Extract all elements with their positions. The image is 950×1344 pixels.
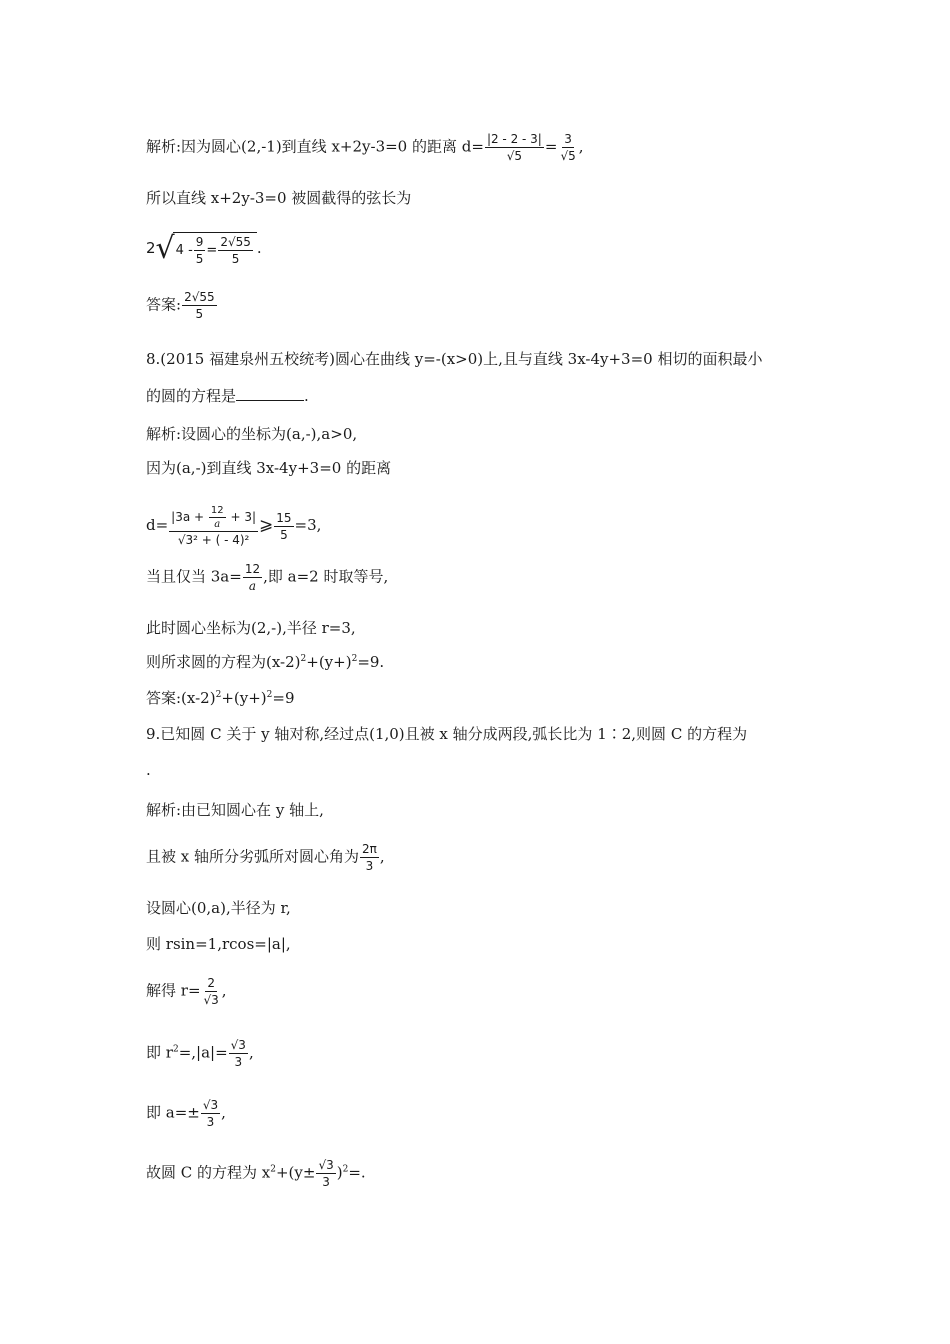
fraction <box>360 842 379 873</box>
text: 设圆心(0,a),半径为 r, <box>146 899 291 917</box>
solution-8-distance <box>146 505 321 547</box>
text: , <box>221 981 227 1000</box>
text: 即 r <box>146 1043 173 1062</box>
denominator <box>212 518 222 530</box>
text: 2 <box>146 239 156 257</box>
superscript: 2 <box>215 690 222 700</box>
text: =9. <box>357 653 385 671</box>
numerator: √3 <box>318 1158 334 1172</box>
superscript: 2 <box>342 1164 349 1175</box>
radical <box>156 232 257 266</box>
numerator: √3 <box>230 1038 246 1052</box>
solution-9-line-1 <box>146 800 324 820</box>
fraction <box>243 562 262 593</box>
text: , <box>248 1043 254 1062</box>
numerator: 15 <box>276 510 292 525</box>
solution-8-equation <box>146 652 384 672</box>
text: 4 - <box>175 242 193 258</box>
text: + 3| <box>230 510 257 524</box>
text: 解析:因为圆心(2,-1)到直线 x+2y-3=0 的距离 d= <box>146 137 484 156</box>
fraction <box>182 290 217 321</box>
numerator: 3 <box>564 132 572 146</box>
solution-8-center <box>146 618 356 638</box>
text: ⩾ <box>259 515 274 535</box>
variable: a <box>248 579 257 593</box>
text: 8.(2015 福建泉州五校统考)圆心在曲线 y=-(x>0)上,且与直线 3x-4y+3=0 相切的面积最小 <box>146 350 763 368</box>
numerator: 2π <box>362 842 377 856</box>
numerator: 2√55 <box>220 235 251 249</box>
fraction <box>202 976 221 1007</box>
denominator: 3 <box>234 1055 243 1069</box>
text: +(y± <box>275 1163 316 1182</box>
numerator: |2 - 2 - 3| <box>486 132 542 146</box>
denominator: 5 <box>195 252 204 266</box>
text: . <box>304 387 309 405</box>
text: 即 a=± <box>146 1103 200 1122</box>
text: ,即 a=2 时取等号, <box>263 567 389 586</box>
text: +(y+) <box>221 689 267 707</box>
superscript: 2 <box>266 690 273 700</box>
fraction <box>194 235 206 266</box>
fraction <box>558 132 577 163</box>
superscript: 2 <box>300 654 307 664</box>
solution-9-relations <box>146 934 291 954</box>
text: 所以直线 x+2y-3=0 被圆截得的弦长为 <box>146 189 412 207</box>
text: 9.已知圆 C 关于 y 轴对称,经过点(1,0)且被 x 轴分成两段,弧长比为 1∶2,则圆 C 的方程为 <box>146 725 748 743</box>
text: 因为(a,-)到直线 3x-4y+3=0 的距离 <box>146 459 392 477</box>
solution-9-radius <box>146 976 227 1007</box>
denominator: 5 <box>280 527 288 542</box>
answer-line-1 <box>146 290 218 321</box>
text: 解得 r= <box>146 981 201 1000</box>
denominator: 5 <box>195 307 204 321</box>
solution-9-equation <box>146 1158 366 1189</box>
superscript: 2 <box>172 1044 179 1055</box>
solution-9-center <box>146 898 291 918</box>
text: 当且仅当 3a= <box>146 567 242 586</box>
denominator: 3 <box>365 859 374 873</box>
solution-8-equality <box>146 562 388 593</box>
solution-9-a-value <box>146 1098 226 1129</box>
answer-line-8 <box>146 688 295 708</box>
radical-sign: √ <box>155 231 175 266</box>
text: = <box>544 137 558 156</box>
fraction <box>485 132 544 163</box>
answer-blank <box>236 386 304 401</box>
denominator <box>247 578 258 593</box>
text: 则所求圆的方程为(x-2) <box>146 653 301 671</box>
denominator: 3 <box>206 1115 215 1129</box>
numerator: 9 <box>195 235 204 249</box>
denominator: 3 <box>322 1175 330 1189</box>
radicand <box>173 232 257 266</box>
numerator <box>169 505 258 532</box>
solution-9-angle <box>146 842 385 873</box>
denominator: √5 <box>560 149 576 163</box>
fraction <box>218 235 253 266</box>
text: =. <box>348 1163 366 1182</box>
text: . <box>146 761 151 779</box>
text: 此时圆心坐标为(2,-),半径 r=3, <box>146 619 356 637</box>
fraction <box>169 505 258 547</box>
text: 的圆的方程是 <box>146 387 237 405</box>
denominator: 5 <box>231 252 240 266</box>
fraction <box>274 511 293 542</box>
text: 解析:由已知圆心在 y 轴上, <box>146 801 324 819</box>
solution-8-line-2 <box>146 458 391 478</box>
text: , <box>221 1103 226 1122</box>
solution-line-chord <box>146 188 411 208</box>
solution-line-distance <box>146 132 584 163</box>
text: . <box>256 239 262 257</box>
numerator: 12 <box>244 562 261 576</box>
numerator: 12 <box>210 505 224 516</box>
numerator: √3 <box>202 1098 219 1112</box>
question-9-line-2 <box>146 760 151 780</box>
fraction <box>209 505 226 530</box>
text: 答案:(x-2) <box>146 689 216 707</box>
text: 则 rsin=1,rcos=|a|, <box>146 935 291 953</box>
text: , <box>379 847 385 866</box>
solution-line-chord-length <box>146 232 262 266</box>
question-8-line-1 <box>146 349 762 369</box>
question-9-line-1 <box>146 724 747 744</box>
text: +(y+) <box>306 653 352 671</box>
text: ) <box>336 1163 343 1182</box>
superscript: 2 <box>270 1164 276 1175</box>
denominator: √3 <box>203 993 219 1007</box>
text: =9 <box>272 689 295 707</box>
fraction <box>201 1098 220 1129</box>
text: 且被 x 轴所分劣弧所对圆心角为 <box>146 847 359 866</box>
superscript: 2 <box>351 654 358 664</box>
text: =3, <box>294 516 322 534</box>
text: 故圆 C 的方程为 x <box>146 1163 271 1182</box>
text: d= <box>146 516 169 534</box>
text: 答案: <box>146 295 182 314</box>
fraction <box>229 1038 248 1069</box>
denominator: √3² + ( - 4)² <box>177 533 250 547</box>
numerator: 2 <box>207 976 215 990</box>
variable: a <box>214 519 221 530</box>
question-8-line-2 <box>146 386 309 406</box>
text: =,|a|= <box>178 1043 228 1062</box>
solution-8-line-1 <box>146 424 357 444</box>
denominator: √5 <box>506 149 523 163</box>
numerator: 2√55 <box>184 290 215 304</box>
solution-9-r-squared <box>146 1038 254 1069</box>
text: = <box>206 242 218 258</box>
text: , <box>578 137 584 156</box>
fraction <box>316 1158 335 1189</box>
text: 解析:设圆心的坐标为(a,-),a>0, <box>146 425 358 443</box>
text: |3a + <box>171 510 205 524</box>
